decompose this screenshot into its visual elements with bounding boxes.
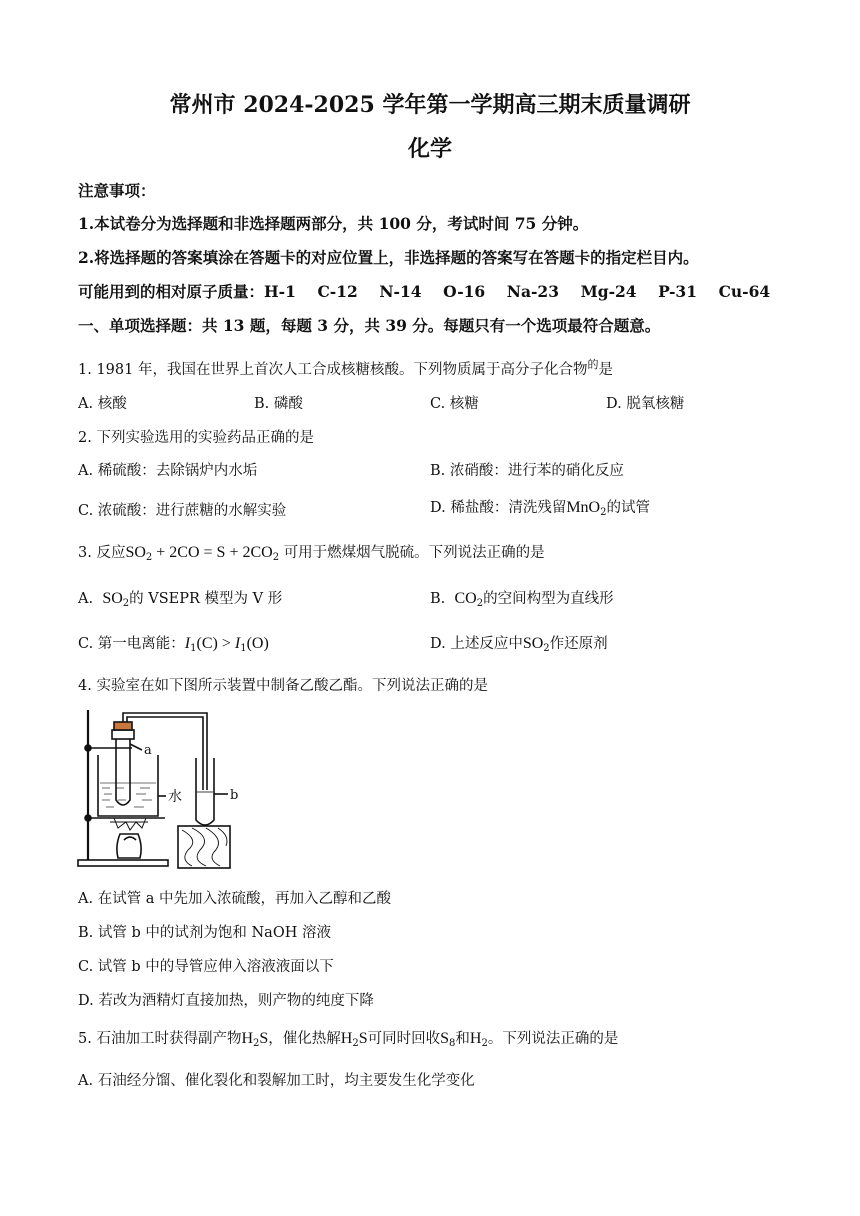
question-4-option-d: D. 若改为酒精灯直接加热，则产物的纯度下降 [78, 993, 374, 1009]
question-1-option-a: A. 核酸 [78, 396, 127, 412]
question-4-option-b: B. 试管 b 中的试剂为饱和 NaOH 溶液 [78, 925, 331, 941]
question-1-stem: 1. 1981 年，我国在世界上首次人工合成核糖核酸。下列物质属于高分子化合物$^的$是 [78, 358, 613, 378]
question-2-option-a: A. 稀硫酸：去除锅炉内水垢 [78, 463, 258, 479]
question-4-option-c: C. 试管 b 中的导管应伸入溶液液面以下 [78, 959, 334, 975]
question-2-stem: 2. 下列实验选用的实验药品正确的是 [78, 430, 314, 446]
question-2-option-b: B. 浓硝酸：进行苯的硝化反应 [430, 463, 624, 479]
test-tube-b [196, 758, 214, 825]
flame [114, 818, 146, 830]
question-5-option-a: A. 石油经分馏、催化裂化和裂解加工时，均主要发生化学变化 [78, 1073, 475, 1089]
delivery-tube [123, 713, 207, 790]
label-a: a [144, 743, 152, 758]
question-2-option-c: C. 浓硫酸：进行蔗糖的水解实验 [78, 503, 287, 519]
question-1-option-c: C. 核糖 [430, 396, 479, 412]
label-water: 水 [168, 789, 182, 805]
notice-item-2: 2.将选择题的答案填涂在答题卡的对应位置上，非选择题的答案写在答题卡的指定栏目内。 [78, 248, 699, 267]
subject-title: 化学 [407, 136, 452, 162]
question-4-option-a: A. 在试管 a 中先加入浓硫酸，再加入乙醇和乙酸 [78, 891, 392, 907]
label-b: b [230, 788, 239, 803]
stand-base [78, 860, 168, 866]
notice-item-1: 1.本试卷分为选择题和非选择题两部分，共 100 分，考试时间 75 分钟。 [78, 214, 589, 233]
question-3-stem: 3. 反应$SO_2 + 2CO = S + 2CO_2$ 可用于燃煤烟气脱硫。下列说法正确的是 [78, 544, 545, 563]
apparatus-diagram [70, 700, 250, 872]
question-3-option-c: C. 第一电离能：$I_1(C) > I_1(O)$ [78, 635, 269, 654]
question-2-option-d: D. 稀盐酸：清洗残留MnO$_2$的试管 [430, 499, 650, 518]
question-3-option-a: A. $SO_2$的 VSEPR 模型为 V 形 [78, 590, 283, 609]
stopper [112, 730, 134, 739]
question-1-option-d: D. 脱氧核糖 [606, 396, 685, 412]
question-3-option-b: B. $CO_2$的空间构型为直线形 [430, 590, 614, 609]
question-1-option-b: B. 磷酸 [254, 396, 303, 412]
question-3-option-d: D. 上述反应中$SO_2$作还原剂 [430, 635, 608, 654]
question-5-stem: 5. 石油加工时获得副产物$H_2S$，催化热解$H_2S$可同时回收$S_8$和$H_2$。下列说法正确的是 [78, 1030, 619, 1049]
atomic-masses: 可能用到的相对原子质量：H-1 C-12 N-14 O-16 Na-23 Mg-24 P-31 Cu-64 [78, 282, 771, 301]
stopper-top [114, 722, 132, 730]
exam-title: 常州市 2024-2025 学年第一学期高三期末质量调研 [169, 92, 691, 118]
notice-heading: 注意事项： [78, 181, 156, 200]
section-1-heading: 一、单项选择题：共 13 题，每题 3 分，共 39 分。每题只有一个选项最符合题意。 [78, 316, 661, 335]
question-4-stem: 4. 实验室在如下图所示装置中制备乙酸乙酯。下列说法正确的是 [78, 678, 488, 694]
